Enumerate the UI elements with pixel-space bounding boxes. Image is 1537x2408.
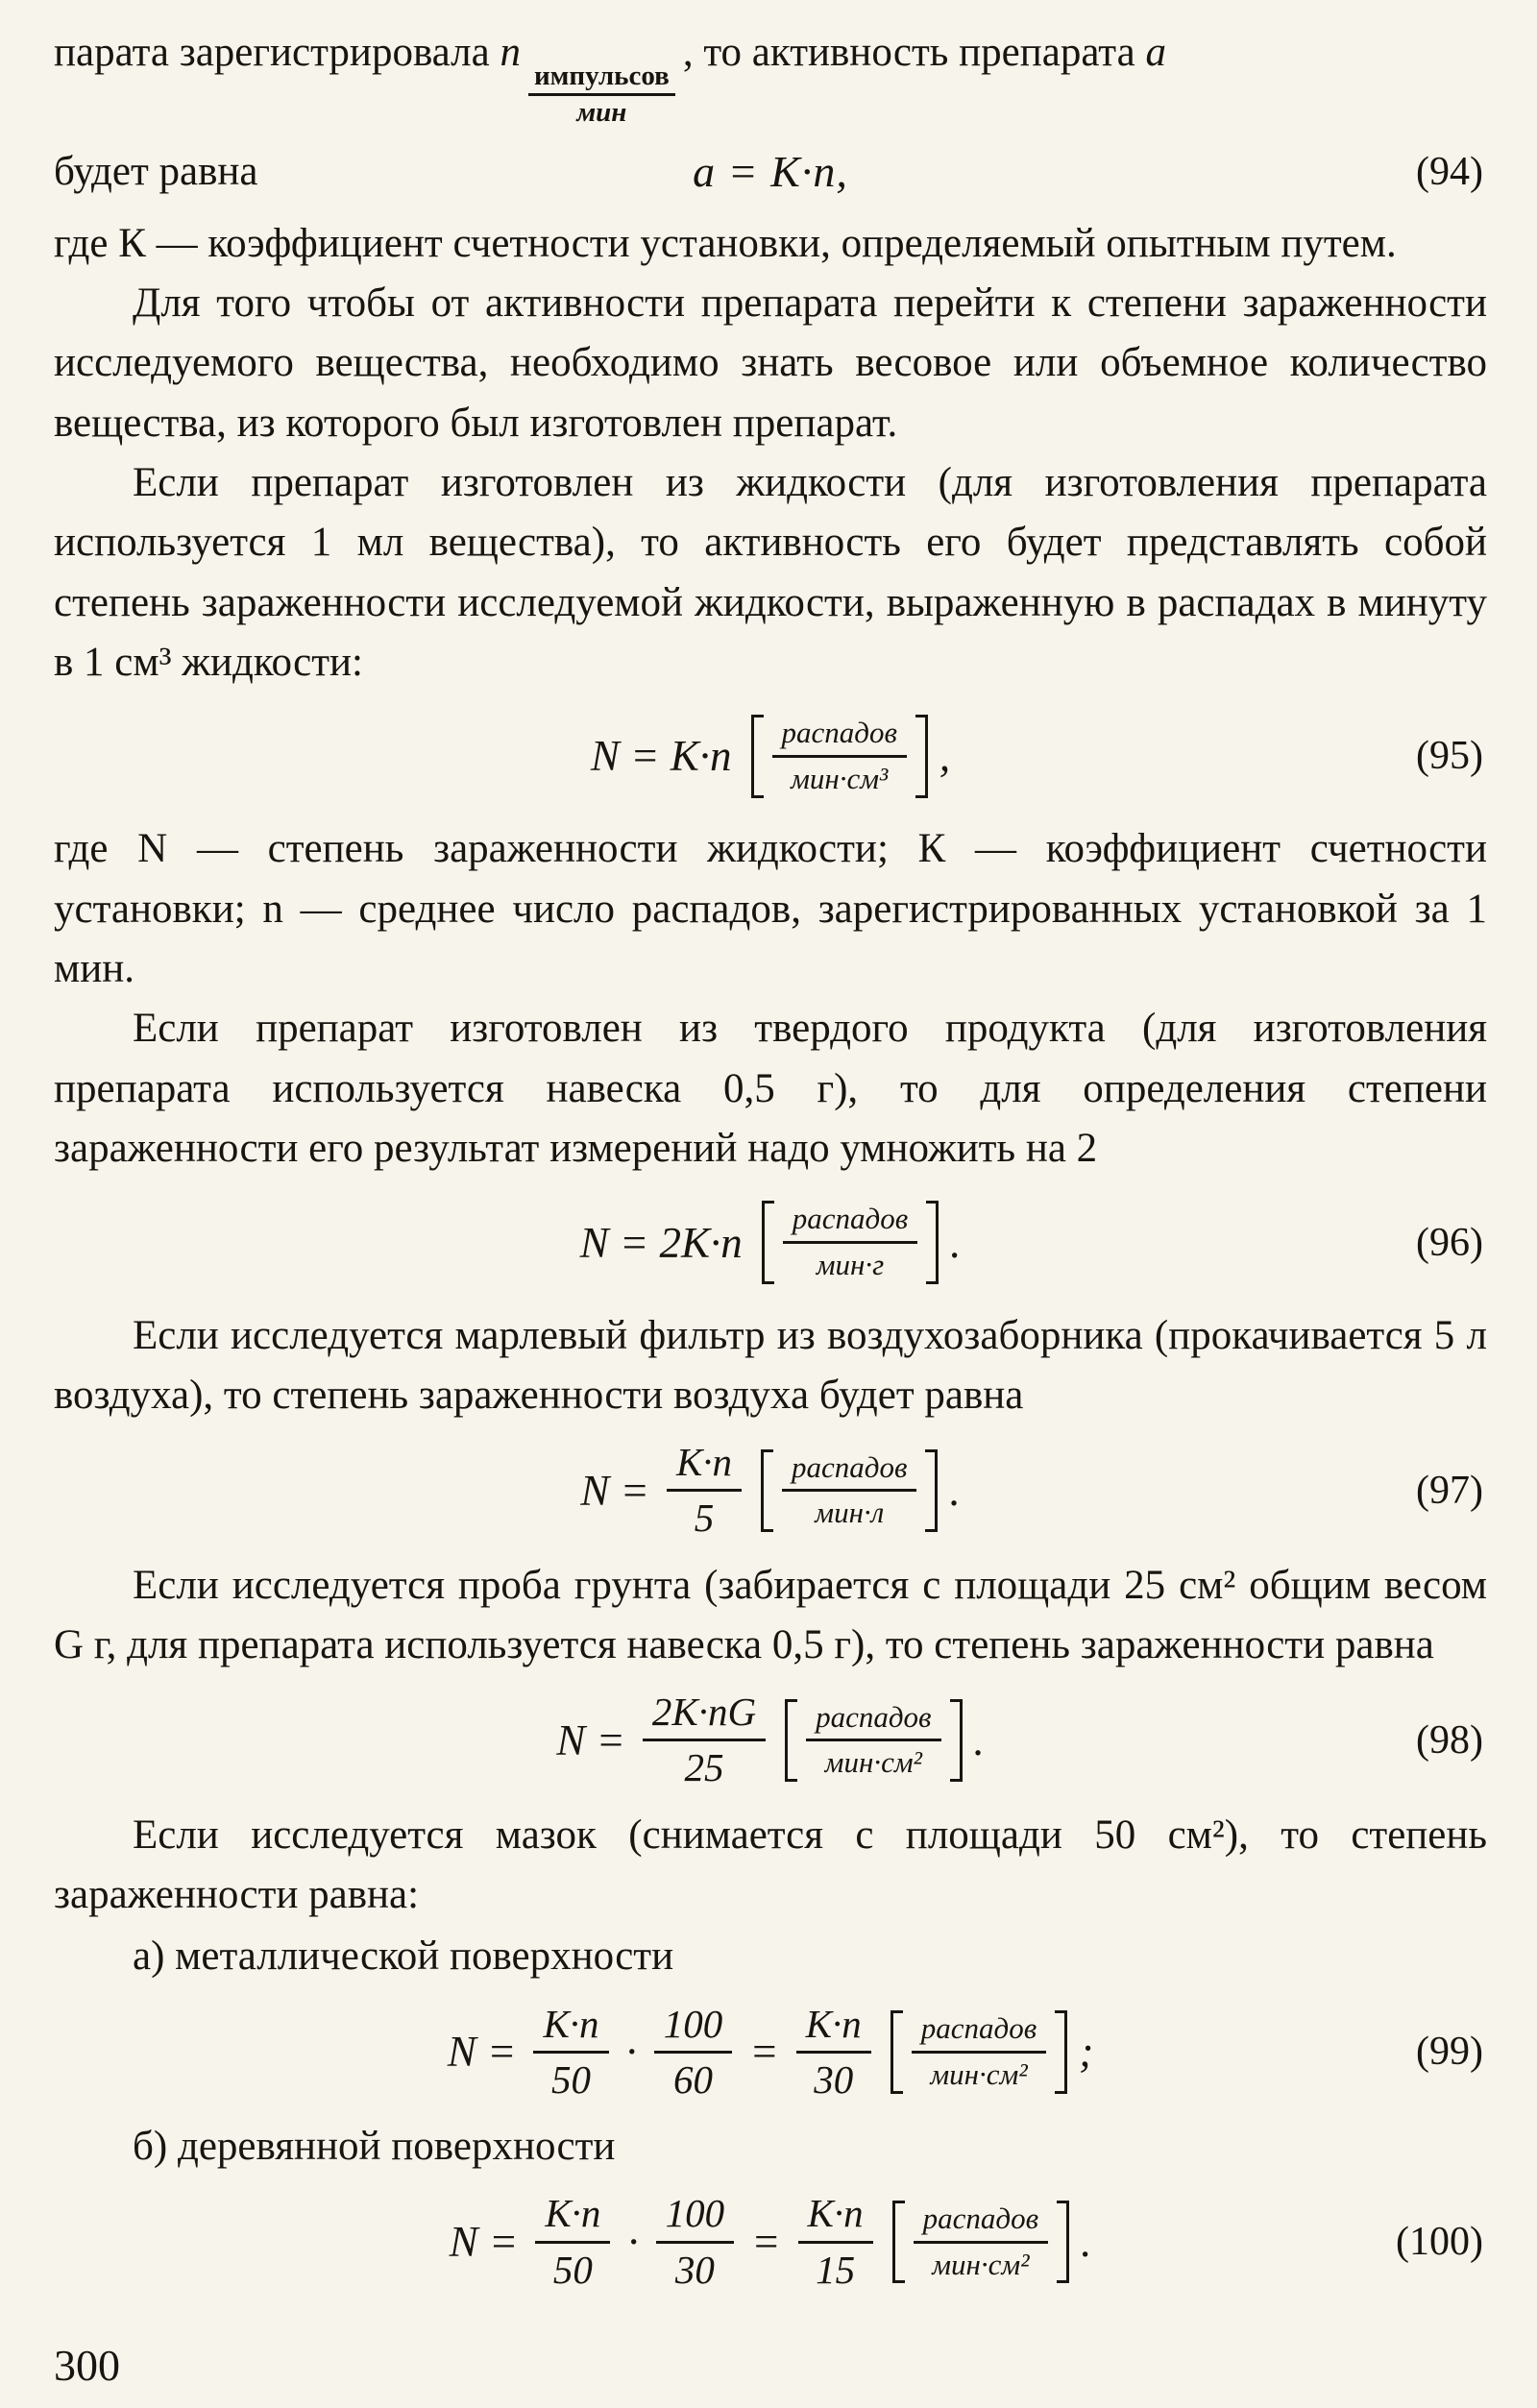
units-bracket xyxy=(762,1201,939,1284)
main-fraction xyxy=(533,2001,608,2104)
paragraph-gde-95: где N — степень зараженности жидкости; К — коэффициент счетности установки; n — среднее число распадов, зарегистрированных установкой за 1 мин. xyxy=(54,826,1487,992)
formula-lhs: N = xyxy=(447,2028,517,2077)
formula-lhs: N = xyxy=(449,2218,519,2267)
paragraph-esli-grunt: Если исследуется проба грунта (забирается с площади 25 см² общим весом G г, для препарата используется навеска 0,5 г), то степень зараженности равна xyxy=(54,1562,1487,1667)
formula-lhs: N = 2K·n xyxy=(579,1218,743,1267)
units-bracket xyxy=(785,1699,962,1783)
punctuation: . xyxy=(949,1466,961,1515)
equation-number-97: (97) xyxy=(1416,1468,1483,1513)
equation-number-99: (99) xyxy=(1416,2030,1483,2075)
multiply-operator: · xyxy=(627,2218,639,2267)
main-fraction xyxy=(643,1689,766,1791)
fraction-numerator: импульсов xyxy=(528,61,675,96)
left-bracket-icon xyxy=(892,2201,905,2284)
left-bracket-icon xyxy=(762,1201,774,1284)
list-item-a: а) металлической поверхности xyxy=(133,1934,674,1980)
units-numerator: распадов xyxy=(782,1449,916,1493)
units-denominator: мин·см³ xyxy=(791,761,889,795)
multiply-operator: · xyxy=(625,2028,637,2077)
units-bracket xyxy=(892,2201,1069,2284)
paragraph-gde-94: где К — коэффициент счетности установки, определяемый опытным путем. xyxy=(54,220,1397,266)
formula-98-body xyxy=(556,1689,985,1791)
formula-lhs: N = K·n xyxy=(590,732,732,781)
text-run: будет равна xyxy=(54,149,258,195)
paragraph-esli-zhidkost: Если препарат изготовлен из жидкости (для изготовления препарата используется 1 мл вещества), то активность его будет представлять собой степень зараженности исследуемой жидкости, выраженную в распадах в минуту в 1 см³ жидкости: xyxy=(54,460,1487,686)
inline-fraction-impulses-per-min xyxy=(528,61,675,130)
units-bracket xyxy=(890,2010,1067,2094)
formula-99 xyxy=(54,2001,1487,2104)
fraction-numerator: K·n xyxy=(796,2001,871,2054)
right-bracket-icon xyxy=(950,1699,963,1783)
units-fraction xyxy=(914,2201,1048,2284)
paragraph-esli-marlevy: Если исследуется марлевый фильтр из воздухозаборника (прокачивается 5 л воздуха), то степень зараженности воздуха будет равна xyxy=(54,1312,1487,1418)
units-denominator: мин·см² xyxy=(824,1745,922,1780)
main-fraction xyxy=(535,2190,610,2293)
fraction-denominator: 30 xyxy=(674,2247,715,2292)
units-fraction xyxy=(806,1699,940,1783)
units-bracket xyxy=(761,1449,938,1533)
formula-lhs: N = xyxy=(556,1715,625,1764)
main-fraction xyxy=(798,2190,873,2293)
punctuation: . xyxy=(973,1715,985,1764)
formula-96-body xyxy=(580,1201,962,1284)
fraction-numerator: 100 xyxy=(656,2190,735,2243)
fraction-denominator: 25 xyxy=(684,1745,724,1790)
units-fraction xyxy=(782,1449,916,1533)
list-item-b: б) деревянной поверхности xyxy=(133,2124,616,2170)
punctuation: . xyxy=(950,1218,962,1267)
left-bracket-icon xyxy=(761,1449,773,1533)
left-bracket-icon xyxy=(890,2010,903,2094)
units-denominator: мин·см² xyxy=(930,2056,1028,2091)
fraction-numerator: 100 xyxy=(654,2001,733,2054)
equation-number-100: (100) xyxy=(1396,2220,1483,2265)
variable-n: n xyxy=(500,30,521,75)
units-numerator: распадов xyxy=(912,2010,1046,2054)
punctuation: . xyxy=(1081,2218,1092,2267)
right-bracket-icon xyxy=(1057,2201,1069,2284)
formula-94-body: a = K·n, xyxy=(693,147,848,197)
fraction-denominator: 60 xyxy=(673,2056,714,2102)
units-denominator: мин·л xyxy=(815,1496,885,1530)
fraction-numerator: K·n xyxy=(535,2190,610,2243)
formula-95-body xyxy=(591,715,950,798)
left-bracket-icon xyxy=(785,1699,797,1783)
equals-operator: = xyxy=(749,2028,779,2077)
paragraph-intro xyxy=(54,23,1487,130)
equation-number-95: (95) xyxy=(1416,734,1483,779)
right-bracket-icon xyxy=(926,1201,939,1284)
text-run: , то активность препарата xyxy=(682,30,1135,75)
formula-99-body xyxy=(448,2001,1093,2104)
equation-number-96: (96) xyxy=(1416,1220,1483,1265)
fraction-denominator: 15 xyxy=(816,2247,856,2292)
units-fraction xyxy=(783,1201,917,1284)
right-bracket-icon xyxy=(925,1449,938,1533)
formula-97 xyxy=(54,1439,1487,1542)
fraction-denominator: мин xyxy=(576,97,627,129)
fraction-numerator: 2K·nG xyxy=(643,1689,766,1741)
units-numerator: распадов xyxy=(772,715,907,758)
punctuation: ; xyxy=(1079,2028,1094,2077)
equation-number-94: (94) xyxy=(1416,149,1483,194)
fraction-denominator: 50 xyxy=(550,2056,591,2102)
paragraph-esli-mazok: Если исследуется мазок (снимается с площади 50 см²), то степень зараженности равна: xyxy=(54,1812,1487,1917)
units-bracket xyxy=(751,715,928,798)
equation-number-98: (98) xyxy=(1416,1717,1483,1763)
formula-100-body xyxy=(450,2190,1092,2293)
formula-95 xyxy=(54,706,1487,806)
main-fraction xyxy=(656,2190,735,2293)
fraction-numerator: K·n xyxy=(798,2190,873,2243)
formula-98 xyxy=(54,1689,1487,1791)
formula-100 xyxy=(54,2190,1487,2293)
punctuation: , xyxy=(939,732,951,781)
units-fraction xyxy=(772,715,907,798)
units-numerator: распадов xyxy=(806,1699,940,1742)
units-numerator: распадов xyxy=(914,2201,1048,2244)
units-fraction xyxy=(912,2010,1046,2094)
main-fraction xyxy=(667,1439,742,1542)
equals-operator: = xyxy=(751,2218,781,2267)
page-number: 300 xyxy=(54,2341,120,2390)
fraction-denominator: 30 xyxy=(814,2056,854,2102)
fraction-denominator: 5 xyxy=(694,1496,715,1541)
fraction-numerator: K·n xyxy=(667,1439,742,1492)
formula-97-body xyxy=(580,1439,960,1542)
units-numerator: распадов xyxy=(783,1201,917,1244)
right-bracket-icon xyxy=(915,715,928,798)
variable-a: a xyxy=(1145,30,1166,75)
formula-lhs: N = xyxy=(580,1466,649,1515)
fraction-denominator: 50 xyxy=(552,2247,593,2292)
text-run: парата зарегистрировала xyxy=(54,30,490,75)
formula-94-line xyxy=(54,130,1487,214)
main-fraction xyxy=(796,2001,871,2104)
paragraph-dlya-togo: Для того чтобы от активности препарата перейти к степени зараженности исследуемого вещества, необходимо знать весовое или объемное количество вещества, из которого был изготовлен препарат. xyxy=(54,280,1487,446)
fraction-numerator: K·n xyxy=(533,2001,608,2054)
main-fraction xyxy=(654,2001,733,2104)
units-denominator: мин·см² xyxy=(932,2247,1030,2281)
formula-96 xyxy=(54,1193,1487,1293)
units-denominator: мин·г xyxy=(816,1248,885,1281)
left-bracket-icon xyxy=(751,715,764,798)
paragraph-esli-tverdy: Если препарат изготовлен из твердого продукта (для изготовления препарата используется навеска 0,5 г), то для определения степени зараженности его результат измерений надо умножить на 2 xyxy=(54,1006,1487,1172)
right-bracket-icon xyxy=(1055,2010,1067,2094)
